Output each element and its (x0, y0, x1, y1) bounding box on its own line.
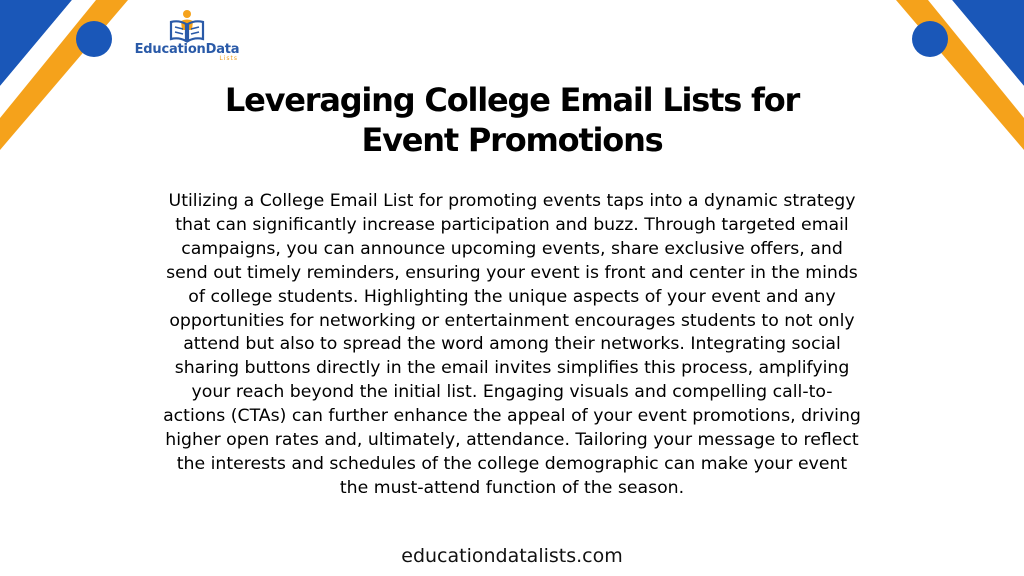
body-line: sharing buttons directly in the email invites simplifies this process, amplifying (174, 358, 850, 379)
brand-name: EducationData (134, 42, 240, 57)
body-line: your reach beyond the initial list. Engaging visuals and compelling call-to- (191, 382, 833, 403)
title-line: Event Promotions (361, 121, 663, 159)
body-line: of college students. Highlighting the unique aspects of your event and any (188, 286, 836, 307)
title-line: Leveraging College Email Lists for (224, 81, 800, 119)
body-line: the interests and schedules of the college demographic can make your event (176, 453, 848, 474)
body-line: Utilizing a College Email List for promoting events taps into a dynamic strategy (168, 191, 856, 211)
brand-subtitle: Lists (219, 55, 238, 62)
body-line: the must-attend function of the season. (339, 477, 685, 498)
footer-url: educationdatalists.com (401, 545, 623, 567)
body-line: higher open rates and, ultimately, attendance. Tailoring your message to reflect (165, 430, 859, 451)
body-line: actions (CTAs) can further enhance the appeal of your event promotions, driving (163, 406, 861, 427)
body-line: opportunities for networking or entertainment encourages students to not only (169, 310, 855, 331)
book-with-person-icon (167, 8, 207, 44)
body-line: that can significantly increase participation and buzz. Through targeted email (175, 214, 849, 235)
body-line: campaigns, you can announce upcoming events, share exclusive offers, and (181, 238, 843, 259)
page-title (100, 80, 924, 160)
body-line: attend but also to spread the word among their networks. Integrating social (183, 334, 841, 355)
brand-logo (128, 8, 246, 68)
body-paragraph (60, 190, 964, 501)
body-line: send out timely reminders, ensuring your event is front and center in the minds (166, 262, 858, 283)
